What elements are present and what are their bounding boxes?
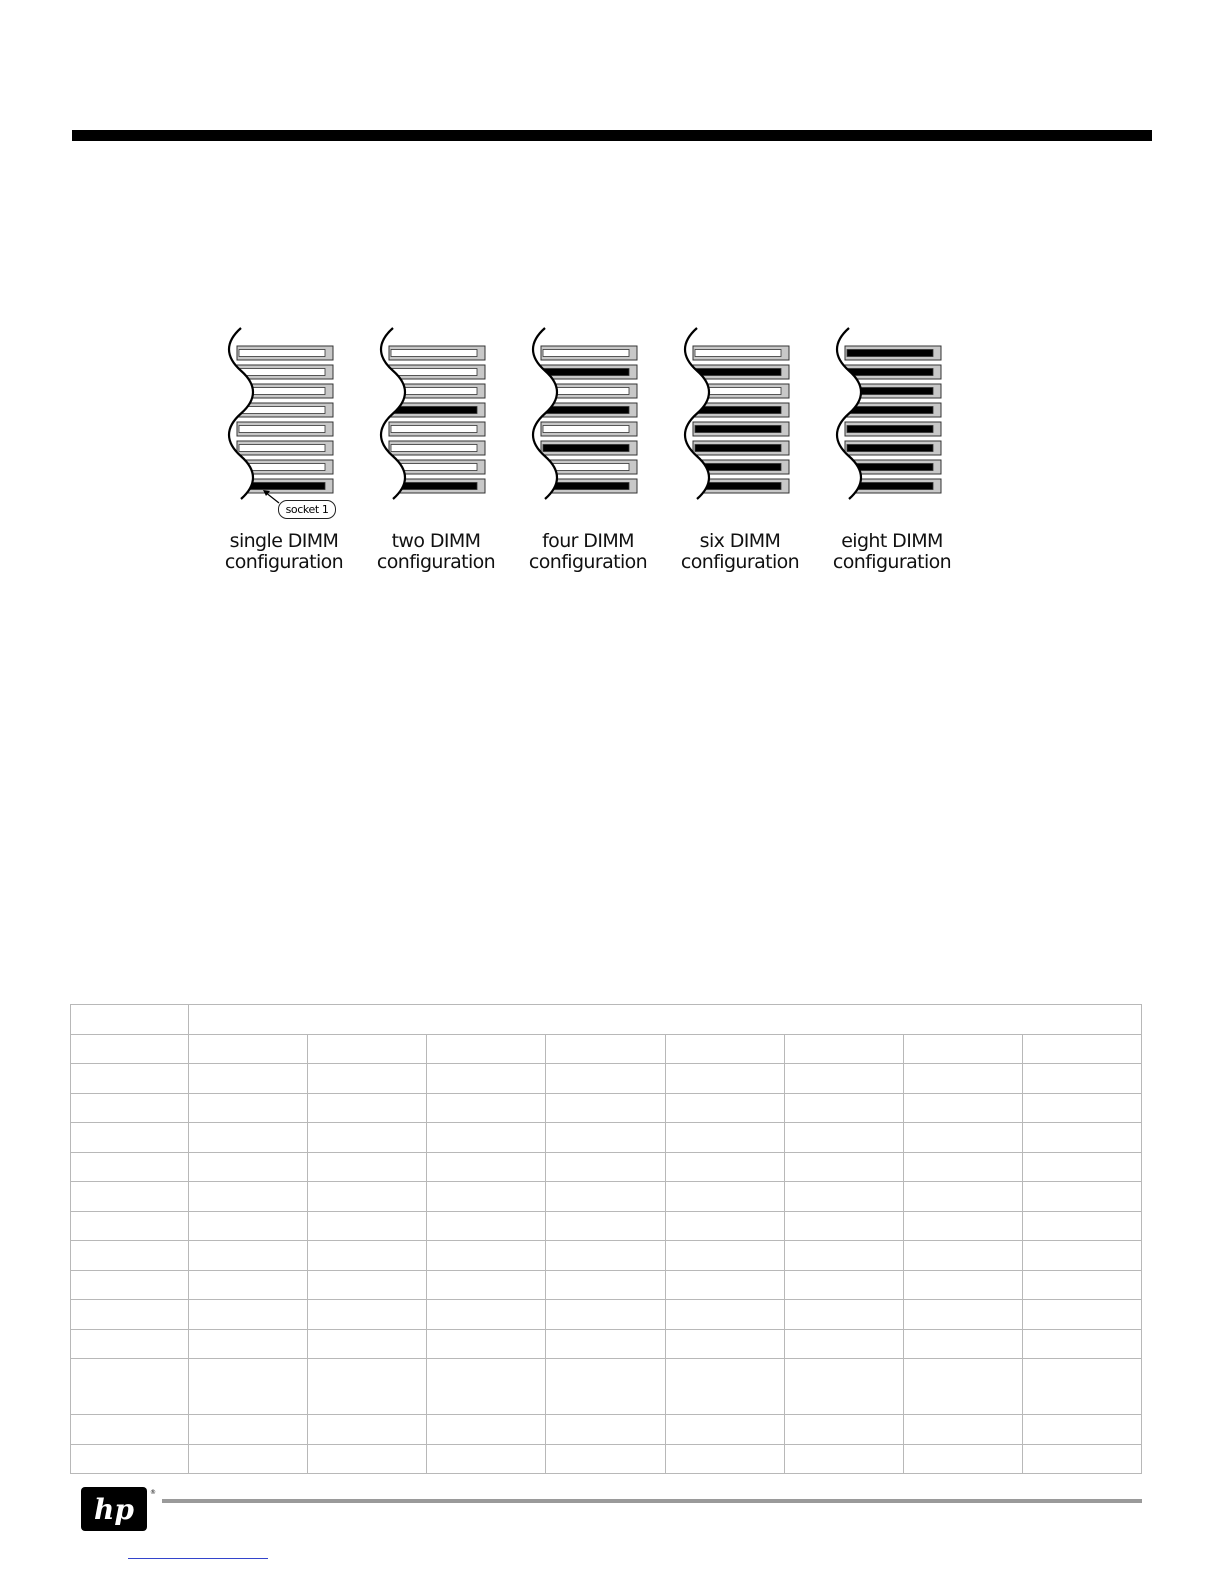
svg-text:®: ® [150, 1489, 156, 1496]
table-cell [784, 1241, 903, 1271]
table-cell [427, 1093, 546, 1123]
table-cell [903, 1329, 1022, 1359]
table-cell [903, 1300, 1022, 1330]
caption-line-1: two DIMM [391, 530, 481, 552]
caption-line-2: configuration [680, 551, 800, 573]
table-cell [71, 1152, 189, 1182]
dimm-group-4 [663, 328, 789, 499]
caption-line-1: eight DIMM [841, 530, 943, 552]
table-cell [71, 1270, 189, 1300]
table-cell [427, 1064, 546, 1094]
dimm-module-installed [847, 426, 933, 433]
table-cell [71, 1415, 189, 1445]
table-row [71, 1211, 1142, 1241]
table-cell [189, 1034, 308, 1064]
table-cell [665, 1444, 784, 1474]
table-cell [903, 1123, 1022, 1153]
memory-spec-table [70, 1004, 1142, 1474]
table-cell [784, 1093, 903, 1123]
table-cell [71, 1182, 189, 1212]
table-row [71, 1152, 1142, 1182]
table-row [71, 1241, 1142, 1271]
table-cell [784, 1182, 903, 1212]
table-cell [784, 1270, 903, 1300]
table-cell [903, 1182, 1022, 1212]
table-cell [427, 1182, 546, 1212]
table-cell [784, 1329, 903, 1359]
table-cell [308, 1241, 427, 1271]
table-cell [784, 1123, 903, 1153]
table-cell [903, 1064, 1022, 1094]
table-cell [308, 1064, 427, 1094]
table-cell [546, 1152, 665, 1182]
table-cell [665, 1300, 784, 1330]
table-cell [546, 1123, 665, 1153]
dimm-module-installed [847, 350, 933, 357]
table-cell [427, 1241, 546, 1271]
table-cell [665, 1415, 784, 1445]
table-cell [189, 1300, 308, 1330]
table-cell [427, 1270, 546, 1300]
dimm-module-empty [239, 407, 325, 414]
table-row [71, 1270, 1142, 1300]
table-cell [546, 1300, 665, 1330]
table-cell [71, 1329, 189, 1359]
table-cell [308, 1329, 427, 1359]
table-row [71, 1093, 1142, 1123]
table-cell [1022, 1034, 1141, 1064]
table-row [71, 1005, 1142, 1035]
table-cell [546, 1093, 665, 1123]
table-cell [546, 1182, 665, 1212]
table-cell [189, 1093, 308, 1123]
table-cell [1022, 1444, 1141, 1474]
table-cell [546, 1211, 665, 1241]
footer-rule [162, 1499, 1142, 1503]
table-cell [308, 1123, 427, 1153]
table-cell [189, 1444, 308, 1474]
table-cell [71, 1300, 189, 1330]
table-cell [308, 1415, 427, 1445]
table-cell [427, 1329, 546, 1359]
table-cell [903, 1270, 1022, 1300]
table-cell [1022, 1415, 1141, 1445]
table-cell [427, 1300, 546, 1330]
table-cell [71, 1359, 189, 1415]
table-cell [665, 1329, 784, 1359]
table-cell [308, 1211, 427, 1241]
dimm-module-installed [847, 445, 933, 452]
table-cell [784, 1034, 903, 1064]
footer-link-underline[interactable] [128, 1558, 268, 1559]
table-cell [189, 1270, 308, 1300]
table-cell [665, 1241, 784, 1271]
header-rule [72, 130, 1152, 141]
caption-line-2: configuration [224, 551, 344, 573]
table-row [71, 1123, 1142, 1153]
caption-line-1: single DIMM [229, 530, 339, 552]
dimm-module-installed [695, 407, 781, 414]
table-cell [903, 1034, 1022, 1064]
table-cell [427, 1415, 546, 1445]
caption-configuration-4 [664, 531, 816, 573]
dimm-module-empty [239, 445, 325, 452]
table-cell [903, 1093, 1022, 1123]
caption-line-1: six DIMM [699, 530, 781, 552]
table-row [71, 1300, 1142, 1330]
dimm-module-empty [391, 426, 477, 433]
table-cell [1022, 1064, 1141, 1094]
dimm-group-2 [359, 328, 485, 499]
table-cell [71, 1093, 189, 1123]
table-cell [71, 1064, 189, 1094]
dimm-group-1 [207, 328, 333, 499]
dimm-module-empty [543, 350, 629, 357]
dimm-group-5 [815, 328, 941, 499]
table-row [71, 1182, 1142, 1212]
dimm-module-empty [239, 426, 325, 433]
table-cell [71, 1211, 189, 1241]
table-cell [189, 1241, 308, 1271]
dimm-module-installed [847, 369, 933, 376]
table-cell [1022, 1152, 1141, 1182]
caption-line-1: four DIMM [542, 530, 634, 552]
table-cell [546, 1329, 665, 1359]
table-cell [427, 1359, 546, 1415]
table-cell [784, 1444, 903, 1474]
table-cell [189, 1182, 308, 1212]
table-cell [784, 1211, 903, 1241]
dimm-module-installed [847, 407, 933, 414]
table-row [71, 1359, 1142, 1415]
dimm-module-empty [695, 350, 781, 357]
table-cell [189, 1359, 308, 1415]
table-cell [189, 1211, 308, 1241]
table-cell [308, 1182, 427, 1212]
dimm-module-installed [695, 369, 781, 376]
table-cell [427, 1034, 546, 1064]
table-cell [665, 1211, 784, 1241]
dimm-module-installed [543, 407, 629, 414]
table-header-span-cell [189, 1005, 1142, 1035]
hp-logo-text: hp [94, 1493, 134, 1526]
caption-configuration-3 [512, 531, 664, 573]
table-cell [546, 1064, 665, 1094]
dimm-module-empty [391, 445, 477, 452]
table-cell [427, 1152, 546, 1182]
dimm-module-empty [391, 369, 477, 376]
table-cell [1022, 1123, 1141, 1153]
table-cell [546, 1034, 665, 1064]
table-cell [71, 1123, 189, 1153]
table-cell [71, 1241, 189, 1271]
dimm-module-empty [391, 350, 477, 357]
table-cell [665, 1152, 784, 1182]
caption-line-2: configuration [832, 551, 952, 573]
table-cell [903, 1241, 1022, 1271]
table-cell [1022, 1329, 1141, 1359]
table-cell [308, 1152, 427, 1182]
table-cell [427, 1123, 546, 1153]
table-cell [665, 1123, 784, 1153]
hp-logo-icon [80, 1485, 154, 1538]
table-cell [665, 1064, 784, 1094]
dimm-module-installed [543, 445, 629, 452]
table-cell [665, 1093, 784, 1123]
dimm-module-installed [695, 426, 781, 433]
table-cell [189, 1415, 308, 1445]
table-cell [903, 1444, 1022, 1474]
table-cell [71, 1034, 189, 1064]
table-cell [71, 1444, 189, 1474]
table-cell [189, 1329, 308, 1359]
table-cell [189, 1064, 308, 1094]
dimm-module-empty [239, 369, 325, 376]
caption-configuration-5 [816, 531, 968, 573]
table-cell [546, 1359, 665, 1415]
table-cell [546, 1415, 665, 1445]
socket-1-callout: socket 1 [278, 500, 336, 519]
table-cell [784, 1359, 903, 1415]
table-cell [1022, 1270, 1141, 1300]
table-cell [308, 1093, 427, 1123]
table-cell [427, 1444, 546, 1474]
table-row [71, 1444, 1142, 1474]
caption-configuration-2 [360, 531, 512, 573]
table-cell [427, 1211, 546, 1241]
table-cell [308, 1444, 427, 1474]
table-cell [665, 1034, 784, 1064]
dimm-module-empty [543, 426, 629, 433]
table-cell [784, 1415, 903, 1445]
caption-line-2: configuration [528, 551, 648, 573]
table-cell [903, 1359, 1022, 1415]
table-cell [308, 1270, 427, 1300]
table-cell [308, 1359, 427, 1415]
table-cell [1022, 1359, 1141, 1415]
table-cell [903, 1152, 1022, 1182]
table-cell [546, 1444, 665, 1474]
table-cell [665, 1359, 784, 1415]
table-row [71, 1329, 1142, 1359]
caption-line-2: configuration [376, 551, 496, 573]
table-cell [1022, 1182, 1141, 1212]
dimm-module-installed [391, 407, 477, 414]
table-cell [903, 1415, 1022, 1445]
table-cell [784, 1300, 903, 1330]
table-cell [665, 1270, 784, 1300]
table-cell [665, 1182, 784, 1212]
table-cell [784, 1152, 903, 1182]
table-cell [1022, 1211, 1141, 1241]
table-row [71, 1415, 1142, 1445]
table-row [71, 1034, 1142, 1064]
table-cell [903, 1211, 1022, 1241]
table-cell [189, 1152, 308, 1182]
table-cell [189, 1123, 308, 1153]
table-cell [308, 1034, 427, 1064]
table-cell [784, 1064, 903, 1094]
dimm-module-installed [695, 445, 781, 452]
table-row [71, 1064, 1142, 1094]
table-cell [1022, 1093, 1141, 1123]
table-cell [546, 1241, 665, 1271]
table-cell [546, 1270, 665, 1300]
dimm-module-empty [239, 350, 325, 357]
caption-configuration-1 [208, 531, 360, 573]
dimm-group-3 [511, 328, 637, 499]
table-cell [1022, 1241, 1141, 1271]
table-cell [71, 1005, 189, 1035]
table-cell [1022, 1300, 1141, 1330]
table-cell [308, 1300, 427, 1330]
dimm-module-installed [543, 369, 629, 376]
